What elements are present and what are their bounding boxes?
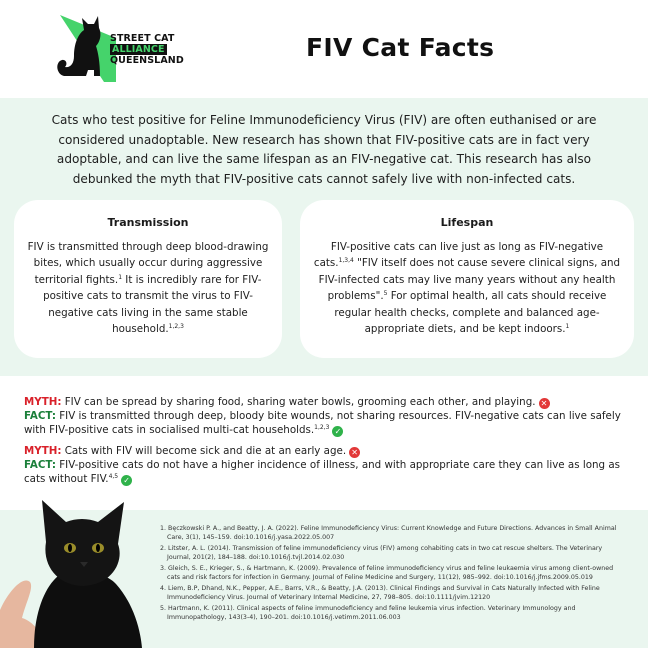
- reference-item: 2. Litster, A. L. (2014). Transmission of feline immunodeficiency virus (FIV) among cohabiting cats in two cat rescue shelters. The Veterinary Journal, 201(2), 184–188. doi:10.1016/j.tvjl.2014.02.030: [160, 544, 603, 561]
- myth-text: Cats with FIV will become sick and die at an early age.: [61, 445, 347, 457]
- reference-item: 3. Gleich, S. E., Krieger, S., & Hartmann, K. (2009). Prevalence of feline immunodeficiency virus and feline leukaemia virus among client-owned cats and risk factors for infection in Germany. Journal of Feline Medicine and Surgery, 11(12), 985–992. doi:10.1016/j.jfms.2009.05.019: [160, 564, 614, 581]
- citation-sup: 4,5: [108, 473, 119, 481]
- cross-circle-icon: ✕: [539, 398, 550, 409]
- myth-label: MYTH:: [24, 445, 62, 457]
- intro-paragraph: Cats who test positive for Feline Immunodeficiency Virus (FIV) are often euthanised or are considered unadoptable. New research has shown that FIV-positive cats are in fact very adoptable, and can live the same lifespan as an FIV-negative cat. This research has also debunked the myth that FIV-positive cats cannot safely live with non-infected cats.: [51, 113, 597, 186]
- transmission-text: [14, 239, 282, 337]
- citation-sup: 5: [383, 290, 388, 298]
- logo-line-1: STREET CAT: [110, 33, 175, 44]
- reference-item: 5. Hartmann, K. (2011). Clinical aspects of feline immunodeficiency and feline leukemia virus infection. Veterinary Immunology and Immunopathology, 143(3-4), 190–201. doi:10.1016/j.vetimm.2011.06.003: [160, 604, 576, 621]
- fact-label: FACT:: [24, 410, 56, 422]
- logo-text: [110, 33, 184, 66]
- logo-line-2: ALLIANCE: [112, 44, 165, 55]
- transmission-card: [14, 200, 282, 358]
- street-cat-alliance-logo: [52, 12, 202, 84]
- fact-text: FIV is transmitted through deep, bloody bite wounds, not sharing resources. FIV-negative cats can live safely with FIV-positive cats in socialised multi-cat households.: [24, 410, 621, 437]
- lifespan-title: Lifespan: [440, 216, 494, 229]
- transmission-title: Transmission: [107, 216, 189, 229]
- myth-text: FIV can be spread by sharing food, sharing water bowls, grooming each other, and playing.: [61, 396, 536, 408]
- check-circle-icon: ✓: [121, 475, 132, 486]
- logo-line-3: QUEENSLAND: [110, 55, 184, 66]
- citation-sup: 1,2,3: [314, 424, 330, 432]
- citation-sup: 1,2,3: [168, 323, 184, 331]
- header: [0, 0, 648, 98]
- fact-label: FACT:: [24, 459, 56, 471]
- lifespan-card: [300, 200, 634, 358]
- lifespan-text-a: FIV-positive cats can live just as long as FIV-negative cats.: [313, 241, 604, 270]
- reference-item: 1. Bęczkowski P. A., and Beatty, J. A. (2022). Feline Immunodeficiency Virus: Current Knowledge and Future Directions. Advances in Small Animal Care, 3(1), 145–159. doi:10.1016/j.yasa.2022.05.007: [160, 525, 617, 541]
- fact-line-1: [24, 409, 634, 438]
- transmission-text-a: FIV is transmitted through deep blood-drawing bites, which usually occur during aggressive territorial fights.: [27, 241, 269, 286]
- fact-text: FIV-positive cats do not have a higher incidence of illness, and with appropriate care they can live as long as cats without FIV.: [24, 459, 621, 486]
- references-list: [160, 525, 622, 625]
- lifespan-text-c: For optimal health, all cats should receive regular health checks, complete and balanced age-appropriate diets, and be kept indoors.: [334, 290, 607, 336]
- myth-label: MYTH:: [24, 396, 62, 408]
- cross-circle-icon: ✕: [349, 447, 360, 458]
- reference-item: 4. Liem, B.P, Dhand, N.K., Pepper, A.E., Barrs, V.R., & Beatty, J.A. (2013). Clinical Findings and Survival in Cats Naturally Infected with Feline Immunodeficiency Virus. Journal of Veterinary Internal Medicine, 27, 798–805. doi:10.1111/jvim.12120: [160, 584, 600, 601]
- myth-line-1: [24, 395, 634, 409]
- lifespan-text: [300, 239, 634, 337]
- myth-line-2: [24, 444, 634, 458]
- lifespan-text-b: "FIV itself does not cause severe clinical signs, and FIV-infected cats may live many years without any health problems".: [318, 257, 621, 303]
- citation-sup: 1: [565, 323, 570, 331]
- citation-sup: 1: [118, 273, 123, 281]
- page-title: FIV Cat Facts: [306, 33, 495, 62]
- citation-sup: 1,3,4: [338, 257, 354, 265]
- transmission-text-b: It is incredibly rare for FIV-positive cats to transmit the virus to FIV-negative cats living in the same stable household.: [43, 273, 262, 336]
- check-circle-icon: ✓: [332, 426, 343, 437]
- black-cat-photo: [0, 492, 158, 648]
- fact-line-2: [24, 458, 634, 487]
